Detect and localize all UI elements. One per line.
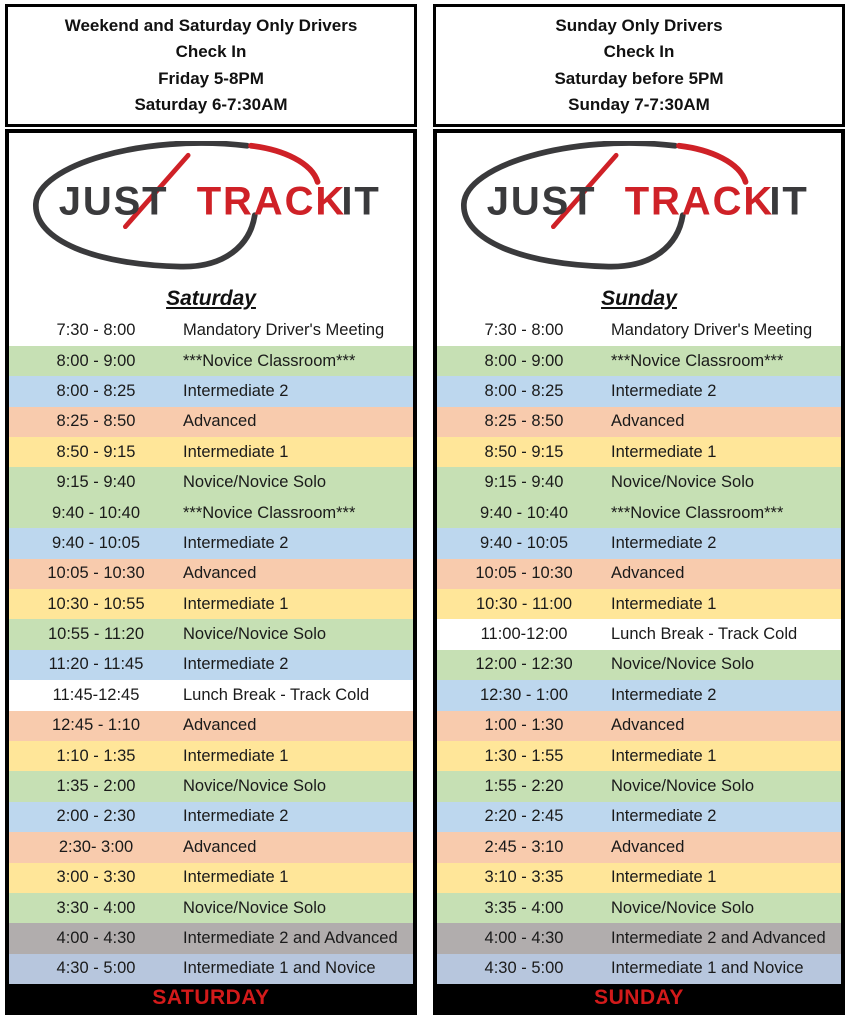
just-track-it-logo [437,133,841,283]
schedule-row [9,680,413,710]
row-label: Intermediate 2 and Advanced [611,928,826,947]
schedule-row [9,802,413,832]
row-label: Intermediate 2 [183,381,289,400]
row-label: Advanced [611,837,685,856]
row-time: 3:35 - 4:00 [484,898,564,917]
row-label: Mandatory Driver's Meeting [611,321,813,340]
row-time: 10:55 - 11:20 [47,625,145,644]
checkin-header-sunday [433,4,845,127]
row-label: Advanced [611,716,685,735]
logo-text-track: TRACK [624,179,775,224]
row-time: 4:30 - 5:00 [484,959,564,978]
row-label: Lunch Break - Track Cold [183,685,370,704]
sunday-rows [437,315,841,984]
row-label: Intermediate 1 [611,868,717,887]
row-label: Intermediate 2 [611,381,717,400]
row-label: ***Novice Classroom*** [611,503,784,522]
row-time: 4:30 - 5:00 [56,959,136,978]
sunday-schedule-box [433,129,845,1015]
row-label: Novice/Novice Solo [611,655,755,674]
schedule-row [9,376,413,406]
row-label: Intermediate 2 [611,807,717,826]
logo-text-it: IT [341,179,381,224]
row-time: 3:30 - 4:00 [56,898,136,917]
logo-graphic [15,141,407,279]
schedule-row [437,589,841,619]
row-time: 9:15 - 9:40 [484,473,564,492]
row-label: Intermediate 2 [183,533,289,552]
row-time: 1:35 - 2:00 [56,777,136,796]
schedule-row [9,741,413,771]
schedule-row [437,650,841,680]
schedule-row [437,711,841,741]
logo-graphic [443,141,835,279]
schedule-row [9,346,413,376]
schedule-row [9,467,413,497]
row-label: Advanced [183,412,257,431]
schedule-row [9,711,413,741]
logo-text-track: TRACK [196,179,347,224]
row-label: Novice/Novice Solo [611,777,755,796]
row-label: Intermediate 2 and Advanced [183,928,398,947]
schedule-row [437,619,841,649]
row-time: 8:00 - 9:00 [484,351,564,370]
row-time: 8:00 - 8:25 [484,381,564,400]
row-label: Intermediate 2 [183,655,289,674]
schedule-row [437,954,841,984]
saturday-footer-label: SATURDAY [152,985,270,1009]
sunday-panel [433,4,845,1015]
row-label: Advanced [611,564,685,583]
row-time: 4:00 - 4:30 [484,928,564,947]
day-heading-sunday: Sunday [601,287,677,311]
row-time: 7:30 - 8:00 [484,321,564,340]
row-label: Advanced [183,716,257,735]
row-label: Lunch Break - Track Cold [611,625,798,644]
row-time: 4:00 - 4:30 [56,928,136,947]
day-heading-wrap [9,283,413,316]
row-label: ***Novice Classroom*** [611,351,784,370]
row-time: 11:45-12:45 [52,685,140,704]
schedule-row [437,376,841,406]
header-line: Check In [175,42,247,62]
schedule-row [437,893,841,923]
row-label: Intermediate 1 [611,442,717,461]
row-label: Advanced [183,837,257,856]
header-line: Saturday before 5PM [554,68,724,88]
row-label: Advanced [611,412,685,431]
row-time: 1:00 - 1:30 [484,716,564,735]
row-time: 9:40 - 10:05 [479,533,569,552]
row-label: Mandatory Driver's Meeting [183,321,385,340]
schedule-row [9,863,413,893]
row-time: 8:50 - 9:15 [56,442,136,461]
schedule-row [9,832,413,862]
day-heading-saturday: Saturday [166,287,256,311]
row-label: Novice/Novice Solo [183,898,327,917]
row-time: 7:30 - 8:00 [56,321,136,340]
schedule-row [437,528,841,558]
day-heading-wrap [437,283,841,316]
saturday-rows [9,315,413,984]
row-label: Advanced [183,564,257,583]
schedule-row [9,650,413,680]
header-line: Sunday 7-7:30AM [568,94,710,114]
row-label: Intermediate 1 and Novice [611,959,804,978]
row-time: 8:00 - 9:00 [56,351,136,370]
row-label: Novice/Novice Solo [183,473,327,492]
schedule-row [9,559,413,589]
row-label: Intermediate 1 [183,594,289,613]
logo-text-just: JUST [486,179,597,224]
row-time: 12:45 - 1:10 [51,716,141,735]
header-line: Friday 5-8PM [158,68,264,88]
row-label: Novice/Novice Solo [183,625,327,644]
row-time: 9:40 - 10:40 [479,503,569,522]
schedule-row [437,346,841,376]
row-time: 9:15 - 9:40 [56,473,136,492]
schedule-row [9,528,413,558]
row-time: 2:45 - 3:10 [484,837,564,856]
row-label: Novice/Novice Solo [611,898,755,917]
schedule-row [437,741,841,771]
row-label: Intermediate 1 [183,746,289,765]
row-time: 9:40 - 10:40 [51,503,141,522]
row-time: 2:30- 3:00 [58,837,134,856]
row-time: 11:20 - 11:45 [48,655,144,674]
row-time: 1:30 - 1:55 [484,746,564,765]
row-time: 10:05 - 10:30 [47,564,145,583]
row-time: 8:25 - 8:50 [56,412,136,431]
logo-red-swoosh [251,146,318,182]
row-label: Intermediate 1 [611,746,717,765]
header-line: Sunday Only Drivers [555,15,723,35]
saturday-schedule-box [5,129,417,1015]
schedule-row [9,771,413,801]
row-label: Intermediate 2 [611,533,717,552]
schedule-row [437,863,841,893]
header-line: Saturday 6-7:30AM [134,94,288,114]
row-label: Novice/Novice Solo [611,473,755,492]
row-label: Intermediate 2 [611,685,717,704]
row-time: 11:00-12:00 [480,625,568,644]
row-label: Intermediate 1 [183,442,289,461]
row-time: 2:20 - 2:45 [484,807,564,826]
row-time: 10:05 - 10:30 [475,564,573,583]
saturday-footer-bar [9,984,413,1011]
row-label: ***Novice Classroom*** [183,351,356,370]
row-time: 1:55 - 2:20 [484,777,564,796]
row-time: 12:30 - 1:00 [479,685,569,704]
schedule-row [9,498,413,528]
row-label: ***Novice Classroom*** [183,503,356,522]
schedule-row [437,680,841,710]
row-label: Intermediate 2 [183,807,289,826]
row-time: 8:25 - 8:50 [484,412,564,431]
schedule-row [9,437,413,467]
row-time: 2:00 - 2:30 [56,807,136,826]
just-track-it-logo [9,133,413,283]
row-time: 10:30 - 11:00 [475,594,573,613]
row-time: 10:30 - 10:55 [47,594,145,613]
checkin-header-saturday [5,4,417,127]
schedule-row [437,832,841,862]
schedule-row [437,498,841,528]
saturday-panel [5,4,417,1015]
header-line: Weekend and Saturday Only Drivers [64,15,358,35]
schedule-row [9,407,413,437]
row-time: 3:00 - 3:30 [56,868,136,887]
sunday-footer-bar [437,984,841,1011]
schedule-row [437,771,841,801]
row-time: 8:50 - 9:15 [484,442,564,461]
logo-red-swoosh [679,146,746,182]
schedule-row [437,315,841,345]
schedule-row [9,619,413,649]
schedule-row [437,437,841,467]
schedule-row [9,893,413,923]
schedule-row [437,467,841,497]
schedule-row [437,559,841,589]
schedule-row [437,407,841,437]
row-label: Intermediate 1 [183,868,289,887]
logo-text-it: IT [769,179,809,224]
row-label: Intermediate 1 and Novice [183,959,376,978]
schedule-row [9,589,413,619]
schedule-row [9,315,413,345]
row-label: Intermediate 1 [611,594,717,613]
schedule-row [9,923,413,953]
row-time: 3:10 - 3:35 [484,868,564,887]
row-time: 1:10 - 1:35 [56,746,136,765]
row-label: Novice/Novice Solo [183,777,327,796]
row-time: 9:40 - 10:05 [51,533,141,552]
schedule-row [9,954,413,984]
sunday-footer-label: SUNDAY [594,985,684,1009]
row-time: 12:00 - 12:30 [475,655,573,674]
header-line: Check In [603,42,675,62]
schedule-row [437,802,841,832]
row-time: 8:00 - 8:25 [56,381,136,400]
logo-text-just: JUST [58,179,169,224]
schedule-row [437,923,841,953]
